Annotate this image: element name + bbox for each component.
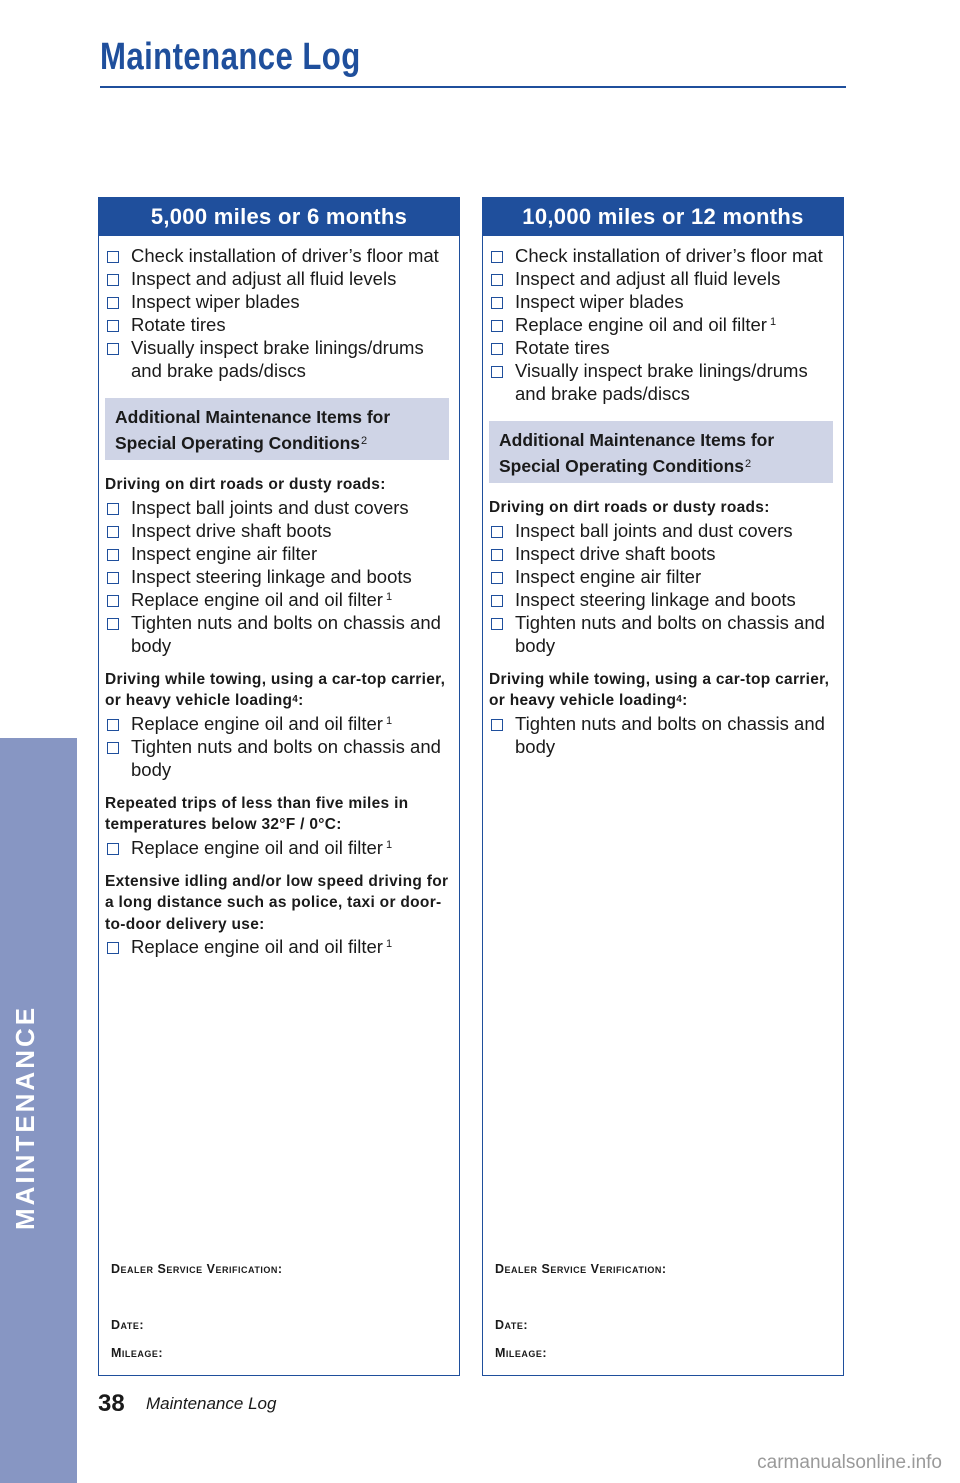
interval-header: 10,000 miles or 12 months <box>483 198 843 236</box>
section-side-tab-label <box>10 1170 41 1230</box>
checklist-item <box>105 290 451 313</box>
checklist-item <box>105 735 451 781</box>
watermark: carmanualsonline.info <box>757 1452 942 1473</box>
checkbox[interactable] <box>107 719 119 731</box>
colon: : <box>682 692 688 709</box>
checklist-item-text: Replace engine oil and oil filter <box>131 712 383 734</box>
footer-section-label: Maintenance Log <box>146 1394 277 1413</box>
checklist-item-text: Inspect steering linkage and boots <box>131 565 412 587</box>
page-title: Maintenance Log <box>100 36 361 78</box>
column-body <box>99 236 459 1374</box>
condition-heading-text: Repeated trips of less than five miles in temperatures below 32°F / 0°C: <box>105 794 409 833</box>
checkbox[interactable] <box>491 297 503 309</box>
checkbox[interactable] <box>107 572 119 584</box>
checkbox[interactable] <box>491 366 503 378</box>
checklist-item <box>105 336 451 382</box>
checklist-item <box>489 519 835 542</box>
checkbox[interactable] <box>107 843 119 855</box>
checklist-item-text: Inspect and adjust all fluid levels <box>515 268 781 289</box>
checkbox[interactable] <box>491 618 503 630</box>
checkbox[interactable] <box>107 618 119 630</box>
checkbox[interactable] <box>491 251 503 263</box>
checkbox[interactable] <box>491 595 503 607</box>
footnote-ref: 1 <box>385 938 393 950</box>
checkbox[interactable] <box>491 343 503 355</box>
checkbox[interactable] <box>107 320 119 332</box>
checklist-item <box>489 244 835 267</box>
checklist-item <box>489 290 835 313</box>
column-body <box>483 236 843 1374</box>
checklist-item-text: Replace engine oil and oil filter <box>131 936 383 957</box>
condition-heading <box>105 793 451 836</box>
checklist-item-text: Tighten nuts and bolts on chassis and body <box>515 611 825 656</box>
footnote-ref: 1 <box>385 714 393 727</box>
spacer <box>111 1290 283 1318</box>
checkbox[interactable] <box>107 595 119 607</box>
checklist-item <box>105 611 451 657</box>
checklist-item <box>105 588 451 611</box>
footnote-ref: 1 <box>385 590 393 603</box>
title-divider <box>100 86 846 88</box>
checklist-item-text: Visually inspect brake linings/drums and brake pads/discs <box>131 337 424 381</box>
checklist-item-text: Inspect drive shaft boots <box>515 542 716 564</box>
checkbox[interactable] <box>491 274 503 286</box>
checklist-item <box>105 712 451 735</box>
footnote-ref: 1 <box>385 838 393 851</box>
condition-heading <box>489 497 835 519</box>
checkbox[interactable] <box>107 742 119 754</box>
checklist-item <box>105 267 451 290</box>
checkbox[interactable] <box>107 503 119 515</box>
checklist-item <box>105 935 451 958</box>
special-conditions-box <box>489 421 833 483</box>
checklist-item <box>489 565 835 588</box>
spacer <box>495 1290 667 1318</box>
checklist-item <box>105 542 451 565</box>
checklist-item-text: Inspect ball joints and dust covers <box>515 519 793 541</box>
checklist-item-text: Inspect engine air filter <box>515 565 702 587</box>
dealer-verification-label[interactable]: Dealer Service Verification: <box>111 1262 283 1276</box>
colon: : <box>298 692 304 709</box>
dealer-verification-label[interactable]: Dealer Service Verification: <box>495 1262 667 1276</box>
checklist-item-text: Inspect steering linkage and boots <box>515 588 796 610</box>
date-label[interactable]: Date: <box>495 1318 529 1332</box>
mileage-label[interactable]: Mileage: <box>495 1346 548 1360</box>
checklist-item-text: Rotate tires <box>131 314 226 335</box>
checklist-item-text: Replace engine oil and oil filter <box>131 836 383 858</box>
checklist-item-text: Inspect engine air filter <box>131 542 318 564</box>
checklist-item <box>489 336 835 359</box>
condition-heading <box>105 669 451 712</box>
special-conditions-title: Additional Maintenance Items for Special Operating Conditions <box>499 430 775 476</box>
checklist-item-text: Check installation of driver’s floor mat <box>515 245 823 266</box>
checklist-item-text: Tighten nuts and bolts on chassis and body <box>131 735 441 780</box>
checklist-item <box>105 565 451 588</box>
checklist-item-text: Visually inspect brake linings/drums and brake pads/discs <box>515 360 808 404</box>
checklist-item <box>105 313 451 336</box>
checklist-item <box>489 542 835 565</box>
checklist-item <box>105 836 451 859</box>
footnote-ref: 1 <box>769 316 777 328</box>
condition-heading-text: Driving on dirt roads or dusty roads: <box>105 476 386 493</box>
checklist-item-text: Inspect and adjust all fluid levels <box>131 268 397 289</box>
checkbox[interactable] <box>491 719 503 731</box>
condition-heading-text: Extensive idling and/or low speed driving for a long distance such as police, taxi or door-to-door delivery use: <box>105 872 449 933</box>
checkbox[interactable] <box>491 320 503 332</box>
dealer-verification <box>111 1262 283 1374</box>
checkbox[interactable] <box>107 526 119 538</box>
checklist-item-text: Tighten nuts and bolts on chassis and body <box>515 712 825 757</box>
checklist-item-text: Replace engine oil and oil filter <box>515 314 767 335</box>
checkbox[interactable] <box>107 274 119 286</box>
checkbox[interactable] <box>491 526 503 538</box>
condition-heading-text: Driving while towing, using a car-top carrier, or heavy vehicle loading <box>105 670 446 709</box>
checklist-item-text: Inspect ball joints and dust covers <box>131 496 409 518</box>
footnote-ref: 4 <box>676 694 683 705</box>
condition-heading <box>105 474 451 496</box>
checklist-item <box>489 712 835 758</box>
checklist-item-text: Inspect wiper blades <box>515 291 684 312</box>
checklist-item <box>489 611 835 657</box>
checklist-item <box>489 359 835 405</box>
checklist-item-text: Inspect wiper blades <box>131 291 300 312</box>
checklist-item-text: Inspect drive shaft boots <box>131 519 332 541</box>
dealer-verification <box>495 1262 667 1374</box>
condition-heading <box>105 871 451 936</box>
checkbox[interactable] <box>107 251 119 263</box>
checklist-item <box>105 519 451 542</box>
checklist-item <box>105 244 451 267</box>
checkbox[interactable] <box>107 942 119 954</box>
interval-column-5000 <box>98 197 460 1376</box>
checklist-item-text: Check installation of driver’s floor mat <box>131 245 439 266</box>
checkbox[interactable] <box>107 297 119 309</box>
special-conditions-box <box>105 398 449 460</box>
special-conditions-title: Additional Maintenance Items for Special Operating Conditions <box>115 407 391 453</box>
date-label[interactable]: Date: <box>111 1318 145 1332</box>
checkbox[interactable] <box>491 572 503 584</box>
mileage-label[interactable]: Mileage: <box>111 1346 164 1360</box>
checkbox[interactable] <box>107 343 119 355</box>
interval-column-10000 <box>482 197 844 1376</box>
checklist-item-text: Tighten nuts and bolts on chassis and body <box>131 611 441 656</box>
checklist-item <box>105 496 451 519</box>
page-number: 38 <box>98 1390 125 1417</box>
checklist-item-text: Rotate tires <box>515 337 610 358</box>
footnote-ref: 2 <box>361 435 368 447</box>
checklist-item <box>489 588 835 611</box>
checklist-item-text: Replace engine oil and oil filter <box>131 588 383 610</box>
checklist-item <box>489 313 835 336</box>
checkbox[interactable] <box>491 549 503 561</box>
interval-header: 5,000 miles or 6 months <box>99 198 459 236</box>
footnote-ref: 2 <box>745 458 752 470</box>
footnote-ref: 4 <box>292 694 299 705</box>
condition-heading-text: Driving on dirt roads or dusty roads: <box>489 499 770 516</box>
checkbox[interactable] <box>107 549 119 561</box>
condition-heading-text: Driving while towing, using a car-top carrier, or heavy vehicle loading <box>489 670 830 709</box>
checklist-item <box>489 267 835 290</box>
condition-heading <box>489 669 835 712</box>
